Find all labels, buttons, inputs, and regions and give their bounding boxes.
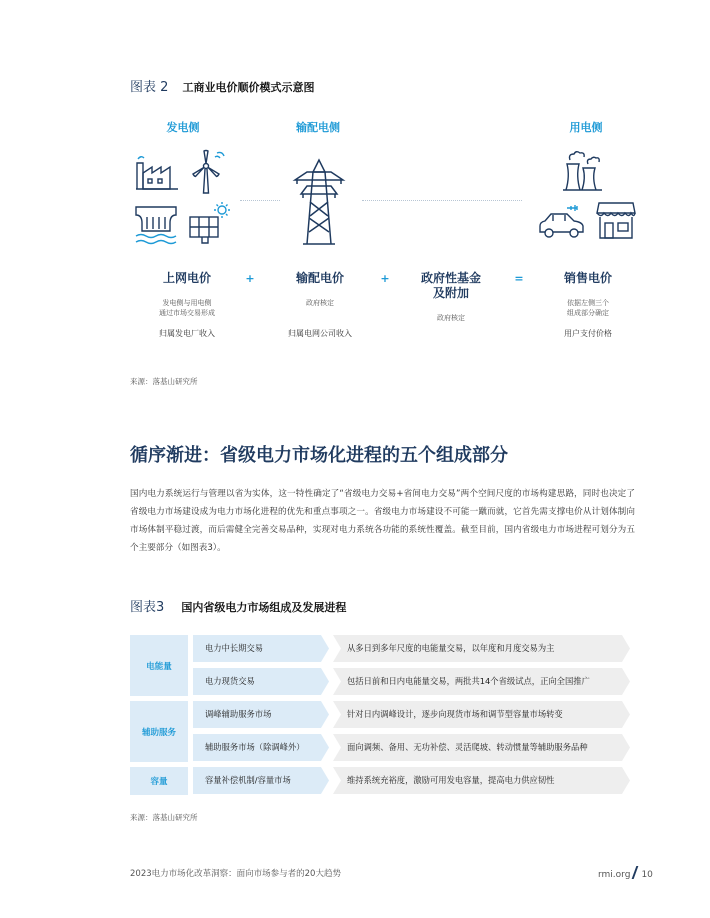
figure3-number: 图表3: [130, 600, 165, 615]
category-ancillary: 辅助服务: [130, 701, 188, 762]
market-row-3: [193, 701, 329, 728]
category-capacity: 容量: [130, 767, 188, 795]
gov-fund-title: [391, 271, 511, 301]
page-number: 10: [641, 870, 653, 880]
plus-operator-1: +: [245, 272, 255, 285]
figure3-title: [130, 596, 346, 615]
section-heading: 循序渐进：省级电力市场化进程的五个组成部分: [130, 445, 508, 466]
feed-in-desc-line2: 通过市场交易形成: [159, 309, 215, 317]
grid-side-label: 输配电侧: [296, 121, 340, 134]
figure2-number: 图表 2: [130, 80, 169, 95]
market-desc: 面向调频、备用、无功补偿、灵活爬坡、转动惯量等辅助服务品种: [347, 742, 588, 752]
transmission-price-owner: 归属电网公司收入: [288, 329, 352, 338]
market-desc-3: [333, 701, 630, 728]
market-name: 电力中长期交易: [205, 643, 264, 653]
feed-in-desc-line1: 发电侧与用电侧: [162, 299, 212, 307]
figure2-title: [130, 76, 315, 95]
market-row-5: [193, 767, 329, 794]
market-row-2: [193, 668, 329, 695]
market-row-4: [193, 734, 329, 761]
connector-line-left: [240, 200, 280, 201]
market-name: 电力现货交易: [205, 676, 255, 686]
figure2-name: 工商业电价顺价模式示意图: [182, 81, 315, 94]
section-paragraph: 国内电力系统运行与管理以省为实体，这一特性确定了“省级电力交易+省间电力交易”两个空间尺度的市场构建思路，同时也决定了省级电力市场建设成为电力市场化进程的优先和重点事项之一。省级电力市场建设不可能一蹴而就，它首先需支撑电价从计划体制向市场体制平稳过渡，而后需健全完善交易品种，实现对电力系统各功能的系统性覆盖。截至目前，国内省级电力市场进程可划分为五个主要部分（如图表3）。: [130, 489, 635, 553]
shop-icon: [595, 199, 637, 241]
cooling-tower-icon: [560, 150, 606, 192]
solar-panel-icon: [186, 201, 232, 247]
retail-price-desc: [528, 298, 648, 318]
connector-line-right: [362, 200, 522, 201]
transmission-price-desc: 政府核定: [306, 299, 334, 307]
retail-desc-line1: 依据左侧三个: [567, 299, 609, 307]
feed-in-price-owner: 归属发电厂收入: [159, 329, 215, 338]
figure3-name: 国内省级电力市场组成及发展进程: [181, 601, 347, 614]
market-desc: 从多日到多年尺度的电能量交易，以年度和月度交易为主: [347, 643, 555, 653]
category-energy: 电能量: [130, 635, 188, 696]
market-desc: 维持系统充裕度，激励可用发电容量，提高电力供应韧性: [347, 775, 555, 785]
retail-price-owner: 用户支付价格: [564, 329, 612, 338]
figure2-source: 来源：落基山研究所: [130, 377, 198, 386]
footer-site-link[interactable]: rmi.org: [598, 870, 631, 880]
factory-icon: [134, 153, 180, 191]
market-name: 容量补偿机制/容量市场: [205, 775, 291, 785]
gov-fund-title-line1: 政府性基金: [420, 271, 481, 285]
transmission-tower-icon: [287, 158, 351, 246]
retail-desc-line2: 组成部分确定: [567, 309, 609, 317]
retail-price-title: 销售电价: [563, 271, 612, 285]
gov-fund-title-line2: 及附加: [432, 286, 469, 300]
market-desc: 包括日前和日内电能量交易，两批共14个省级试点，正向全国推广: [347, 676, 590, 686]
market-name: 辅助服务市场（除调峰外）: [205, 742, 305, 752]
market-name: 调峰辅助服务市场: [205, 709, 272, 719]
market-desc-1: [333, 635, 630, 662]
market-desc-2: [333, 668, 630, 695]
feed-in-price-title: 上网电价: [162, 271, 211, 285]
footer-title: 2023电力市场化改革洞察：面向市场参与者的20大趋势: [130, 869, 341, 879]
figure3-source: 来源：落基山研究所: [130, 813, 198, 822]
market-row-1: [193, 635, 329, 662]
footer-page-info: [598, 866, 653, 880]
transmission-price-title: 输配电价: [295, 271, 344, 285]
gov-fund-desc: 政府核定: [437, 314, 465, 322]
wind-turbine-icon: [185, 149, 227, 195]
feed-in-price-desc: [127, 298, 247, 318]
plus-operator-2: +: [380, 272, 390, 285]
hydro-dam-icon: [133, 203, 179, 247]
market-desc-4: [333, 734, 630, 761]
electric-car-icon: [537, 204, 587, 242]
market-desc-5: [333, 767, 630, 794]
equals-operator: =: [514, 272, 524, 285]
consumer-side-label: 用电侧: [569, 121, 603, 134]
generation-side-label: 发电侧: [166, 121, 200, 134]
market-desc: 针对日内调峰设计，逐步向现货市场和调节型容量市场转变: [347, 709, 563, 719]
footer-slash-divider: [632, 866, 639, 879]
